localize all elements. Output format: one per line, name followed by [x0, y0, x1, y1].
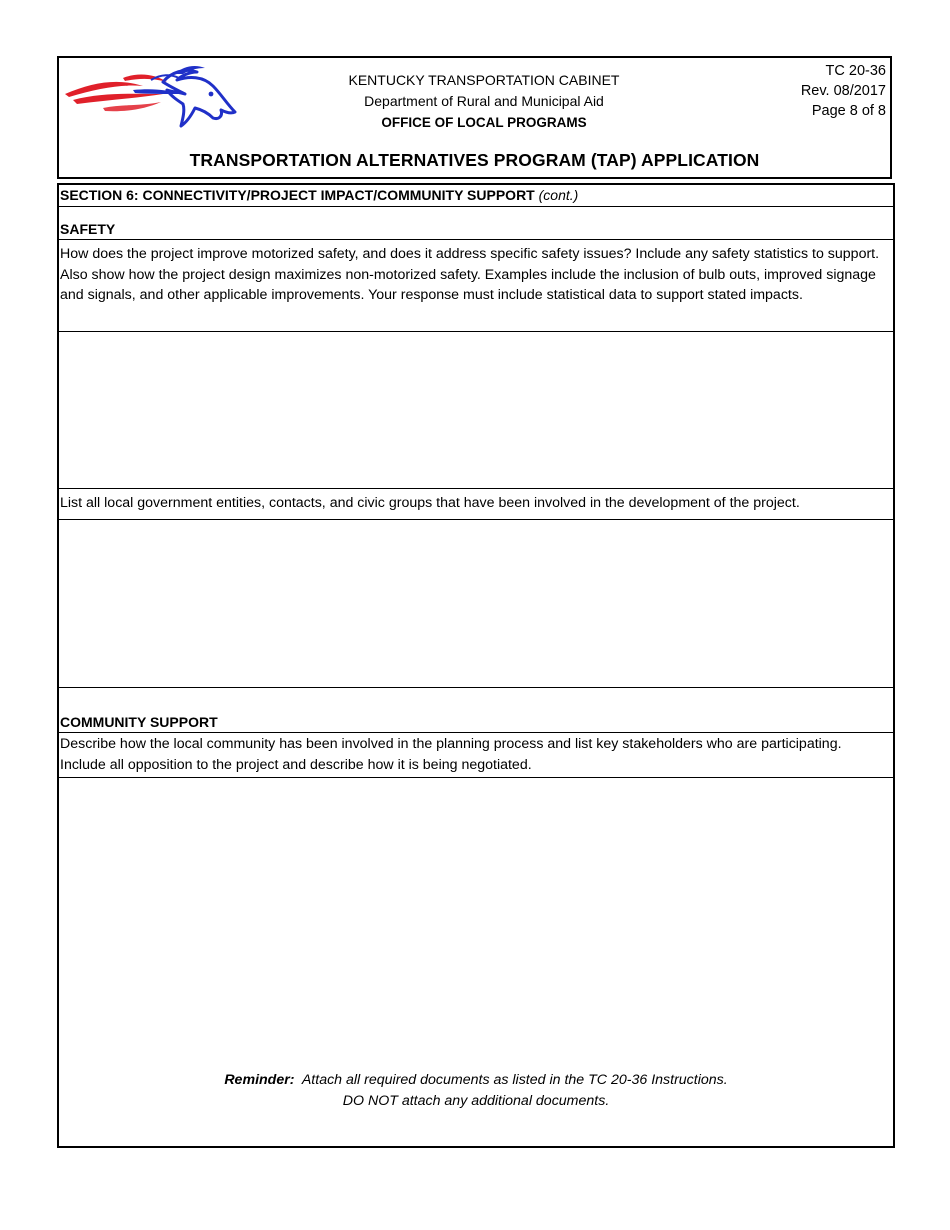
department-name: Department of Rural and Municipal Aid: [364, 93, 604, 109]
agency-block: [329, 70, 639, 133]
safety-answer-field[interactable]: [59, 331, 893, 488]
page-title: TRANSPORTATION ALTERNATIVES PROGRAM (TAP) APPLICATION: [189, 150, 760, 170]
reminder-line-1: Attach all required documents as listed in the TC 20-36 Instructions.: [301, 1072, 728, 1088]
form-number: TC 20-36: [825, 63, 886, 79]
office-name: OFFICE OF LOCAL PROGRAMS: [381, 115, 587, 130]
local-entities-question: List all local government entities, contacts, and civic groups that have been involved in the development of the project.: [59, 488, 893, 519]
application-form: [57, 183, 895, 1148]
community-support-question: Describe how the local community has been involved in the planning process and list key stakeholders who are participating. Include all opposition to the project and describe how it is being negotiated.: [59, 732, 893, 777]
safety-question: How does the project improve motorized safety, and does it address specific safety issues? Include any safety statistics to support. Also show how the project design maximizes non-motorized safety. Examples include the inclusion of bulb outs, improved signage and signals, and other applicable improvements. Your response must include statistical data to support stated impacts.: [59, 239, 893, 331]
reminder-note: [59, 1070, 893, 1112]
page-number: Page 8 of 8: [811, 103, 886, 119]
local-entities-answer-field[interactable]: [59, 519, 893, 687]
kytc-horse-logo-icon: [63, 64, 238, 128]
section-title: SECTION 6: CONNECTIVITY/PROJECT IMPACT/COMMUNITY SUPPORT: [60, 187, 535, 203]
form-header: [57, 56, 892, 179]
reminder-label: Reminder:: [224, 1072, 295, 1088]
revision-date: Rev. 08/2017: [800, 83, 886, 99]
form-id-block: [801, 61, 886, 121]
community-support-heading: COMMUNITY SUPPORT: [59, 687, 893, 732]
section-cont-label: (cont.): [538, 187, 579, 203]
agency-name: KENTUCKY TRANSPORTATION CABINET: [348, 72, 620, 88]
section-header: [59, 185, 893, 206]
reminder-line-2: DO NOT attach any additional documents.: [342, 1093, 610, 1109]
safety-heading: SAFETY: [59, 206, 893, 239]
